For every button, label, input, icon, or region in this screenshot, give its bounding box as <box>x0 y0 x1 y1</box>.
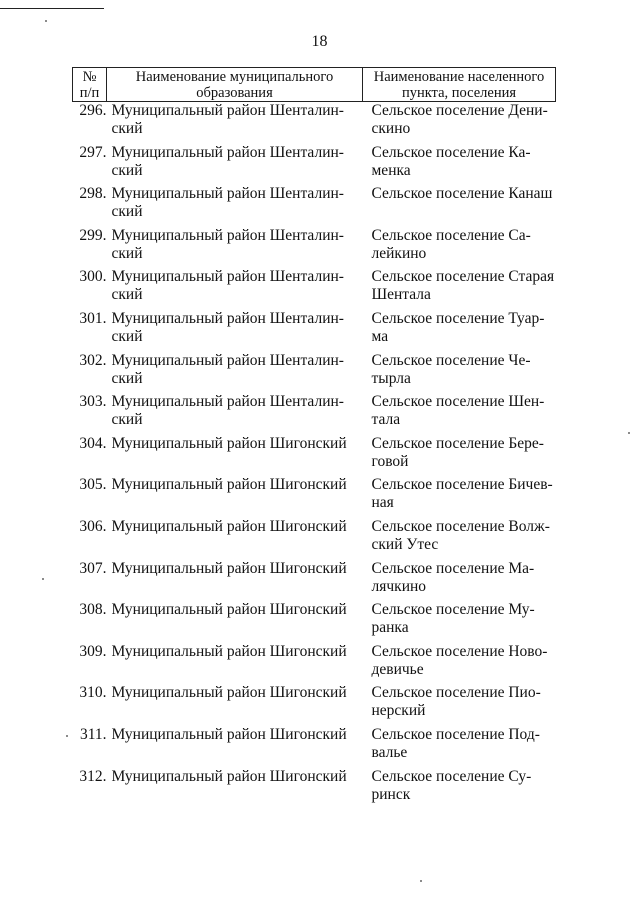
settlement-line: Сельское поселение Пио- <box>371 684 541 702</box>
municipality-cell <box>107 268 363 310</box>
row-number: 308. <box>79 601 107 619</box>
municipality-line: ский <box>111 411 143 429</box>
header-municipality-line: Наименование муниципального <box>135 69 334 85</box>
municipality-cell <box>107 768 363 810</box>
municipality-line: ский <box>111 369 143 387</box>
scan-speck <box>42 578 44 580</box>
settlement-line: Сельское поселение Ново- <box>371 642 548 660</box>
municipality-cell <box>107 518 363 560</box>
municipality-cell <box>107 476 363 518</box>
municipality-cell <box>107 310 363 352</box>
municipality-cell <box>107 227 363 269</box>
settlement-line: Сельское поселение Ма- <box>371 559 535 577</box>
page-number: 18 <box>311 33 328 50</box>
settlement-cell <box>363 352 556 394</box>
row-number: 298. <box>79 185 107 203</box>
municipality-line: Муниципальный район Шенталин- <box>111 309 344 327</box>
row-number: 301. <box>79 309 107 327</box>
municipality-line: ский <box>111 327 143 345</box>
settlement-cell <box>363 144 556 186</box>
municipality-line: ский <box>111 286 143 304</box>
municipality-line: ский <box>111 120 143 137</box>
settlement-cell <box>363 601 556 643</box>
row-number: 307. <box>79 559 107 577</box>
municipality-line: Муниципальный район Шенталин- <box>111 393 344 411</box>
municipality-line: Муниципальный район Шенталин- <box>111 102 344 119</box>
header-settlement-line: Наименование населенного <box>373 69 545 85</box>
table-row <box>73 768 556 810</box>
row-number: 302. <box>79 351 107 369</box>
row-number: 312. <box>79 767 107 785</box>
settlement-line: Сельское поселение Му- <box>371 601 535 619</box>
table-row <box>73 310 556 352</box>
settlement-cell <box>363 684 556 726</box>
settlement-line: ринск <box>371 785 411 803</box>
table-row <box>73 144 556 186</box>
settlement-line: Сельское поселение Под- <box>371 725 540 743</box>
settlement-cell <box>363 310 556 352</box>
header-municipality-line: образования <box>196 85 273 101</box>
table-row <box>73 102 556 144</box>
row-number: 309. <box>79 642 107 660</box>
settlement-cell <box>363 726 556 768</box>
settlement-line: лячкино <box>371 577 427 595</box>
register-table <box>72 67 556 809</box>
municipality-line: ский <box>111 203 143 221</box>
settlement-cell <box>363 518 556 560</box>
header-number <box>73 68 107 102</box>
municipality-cell <box>107 684 363 726</box>
municipality-line: Муниципальный район Шигонский <box>111 434 347 452</box>
row-number: 296. <box>79 102 107 119</box>
settlement-line: девичье <box>371 660 424 678</box>
settlement-line: Сельское поселение Ка- <box>371 143 531 161</box>
table-body <box>73 102 556 810</box>
table-row <box>73 227 556 269</box>
row-number: 311. <box>79 725 107 743</box>
row-number: 310. <box>79 684 107 702</box>
municipality-cell <box>107 102 363 144</box>
settlement-cell <box>363 227 556 269</box>
row-number: 299. <box>79 226 107 244</box>
municipality-line: Муниципальный район Шигонский <box>111 725 347 743</box>
settlement-cell <box>363 768 556 810</box>
settlement-line: Сельское поселение Шен- <box>371 393 545 411</box>
municipality-line: Муниципальный район Шенталин- <box>111 351 344 369</box>
municipality-line: Муниципальный район Шенталин- <box>111 143 344 161</box>
settlement-line: ная <box>371 494 394 512</box>
municipality-cell <box>107 393 363 435</box>
municipality-line: Муниципальный район Шенталин- <box>111 268 344 286</box>
header-settlement <box>363 68 556 102</box>
row-number: 303. <box>79 393 107 411</box>
municipality-line: Муниципальный район Шигонский <box>111 476 347 494</box>
settlement-line: Сельское поселение Су- <box>371 767 532 785</box>
municipality-cell <box>107 352 363 394</box>
municipality-cell <box>107 726 363 768</box>
municipality-cell <box>107 435 363 477</box>
settlement-line: Сельское поселение Волж- <box>371 517 550 535</box>
settlement-cell <box>363 268 556 310</box>
settlement-cell <box>363 435 556 477</box>
row-number: 300. <box>79 268 107 286</box>
settlement-line: Сельское поселение Са- <box>371 226 531 244</box>
settlement-line: Сельское поселение Бере- <box>371 434 544 452</box>
municipality-cell <box>107 185 363 227</box>
municipality-line: Муниципальный район Шенталин- <box>111 226 344 244</box>
settlement-cell <box>363 476 556 518</box>
settlement-cell <box>363 102 556 144</box>
municipality-cell <box>107 643 363 685</box>
table-row <box>73 560 556 602</box>
table-row <box>73 352 556 394</box>
settlement-line: Сельское поселение Че- <box>371 351 531 369</box>
settlement-line: лейкино <box>371 244 427 262</box>
settlement-line: скино <box>371 120 411 137</box>
table-row <box>73 726 556 768</box>
settlement-cell <box>363 560 556 602</box>
municipality-line: Муниципальный район Шигонский <box>111 684 347 702</box>
municipality-cell <box>107 560 363 602</box>
settlement-line: Сельское поселение Старая <box>371 268 555 286</box>
settlement-line: говой <box>371 452 409 470</box>
settlement-line: ма <box>371 327 389 345</box>
settlement-line: тала <box>371 411 401 429</box>
header-row <box>73 68 556 102</box>
table-row <box>73 518 556 560</box>
scan-speck <box>628 432 630 434</box>
municipality-line: Муниципальный район Шигонский <box>111 642 347 660</box>
table-header <box>73 68 556 102</box>
table-row <box>73 268 556 310</box>
row-number: 304. <box>79 434 107 452</box>
table-row <box>73 684 556 726</box>
row-number: 306. <box>79 517 107 535</box>
scan-speck <box>66 735 68 737</box>
table-row <box>73 476 556 518</box>
settlement-line: Сельское поселение Туар- <box>371 309 545 327</box>
municipality-line: Муниципальный район Шигонский <box>111 559 347 577</box>
settlement-line: Шентала <box>371 286 431 304</box>
municipality-line: Муниципальный район Шигонский <box>111 517 347 535</box>
scan-speck <box>420 880 422 882</box>
settlement-line: Сельское поселение Канаш <box>371 185 553 203</box>
settlement-line: тырла <box>371 369 411 387</box>
settlement-line: ский Утес <box>371 535 439 553</box>
top-rule <box>0 8 104 9</box>
table-row <box>73 185 556 227</box>
municipality-line: Муниципальный район Шигонский <box>111 767 347 785</box>
municipality-line: ский <box>111 161 143 179</box>
row-number: 297. <box>79 143 107 161</box>
settlement-cell <box>363 393 556 435</box>
table-row <box>73 435 556 477</box>
settlement-line: нерский <box>371 702 426 720</box>
header-number-line: п/п <box>79 85 100 101</box>
municipality-line: Муниципальный район Шигонский <box>111 601 347 619</box>
municipality-cell <box>107 601 363 643</box>
row-number: 305. <box>79 476 107 494</box>
header-number-line: № <box>82 69 97 85</box>
settlement-line: Сельское поселение Бичев- <box>371 476 553 494</box>
settlement-line: валье <box>371 743 408 761</box>
municipality-line: Муниципальный район Шенталин- <box>111 185 344 203</box>
table-row <box>73 601 556 643</box>
header-settlement-line: пункта, поселения <box>401 85 517 101</box>
settlement-line: менка <box>371 161 411 179</box>
settlement-line: ранка <box>371 619 409 637</box>
settlement-line: Сельское поселение Дени- <box>371 102 548 119</box>
table-row <box>73 393 556 435</box>
table-row <box>73 643 556 685</box>
municipality-cell <box>107 144 363 186</box>
municipality-line: ский <box>111 244 143 262</box>
settlement-cell <box>363 643 556 685</box>
scan-speck <box>45 20 47 22</box>
header-municipality <box>107 68 363 102</box>
settlement-cell <box>363 185 556 227</box>
